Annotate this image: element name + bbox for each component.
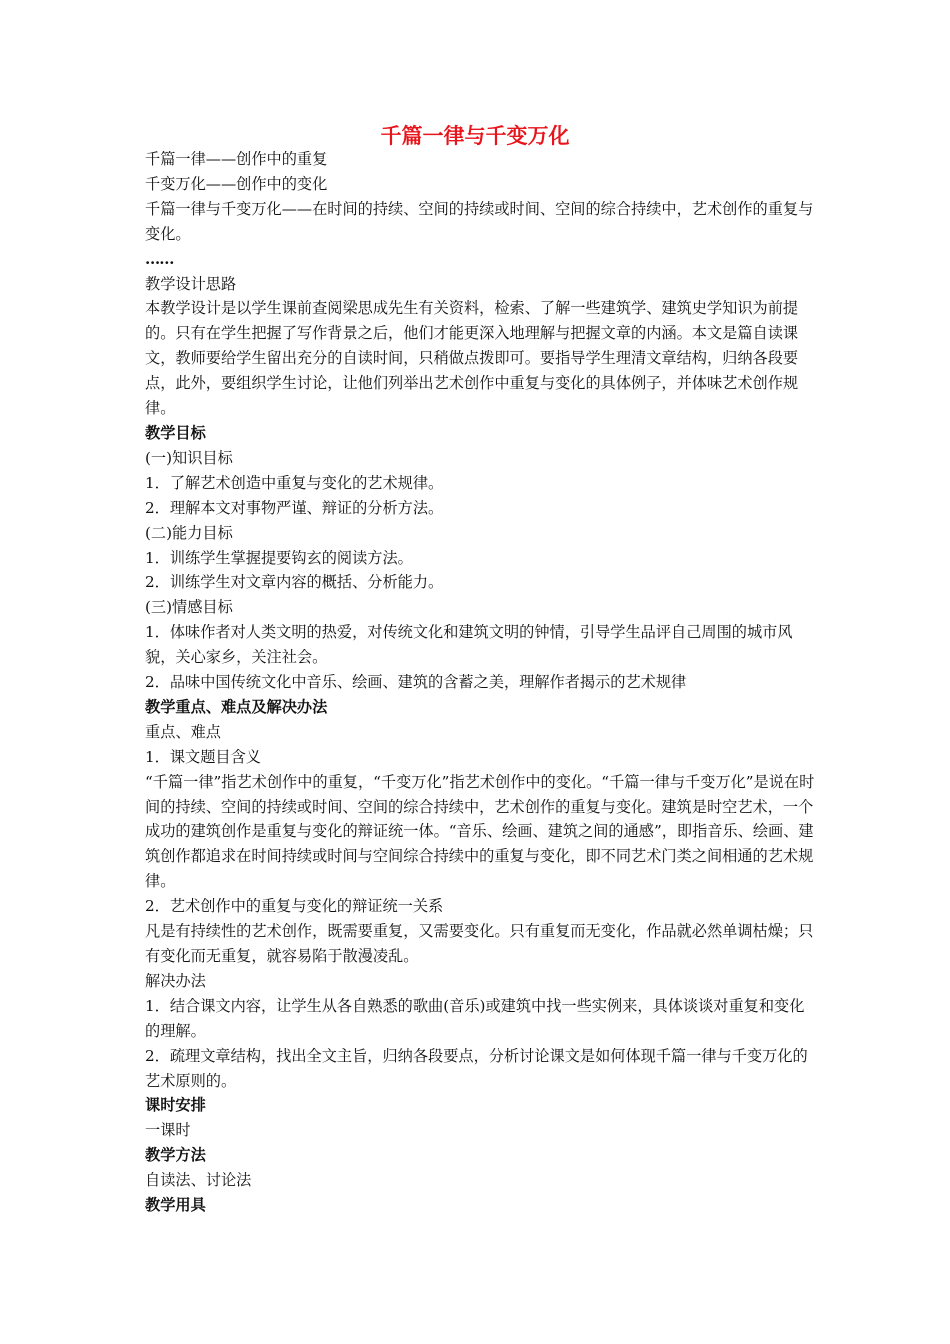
body-paragraph: 2．艺术创作中的重复与变化的辩证统一关系: [145, 897, 444, 916]
section-heading: 教学重点、难点及解决办法: [145, 697, 328, 716]
body-paragraph: 1．课文题目含义: [145, 747, 261, 766]
document-title: 千篇一律与千变万化: [380, 124, 570, 148]
body-paragraph: 千篇一律——创作中的重复: [145, 150, 328, 168]
body-paragraph: 一课时: [145, 1121, 191, 1140]
body-paragraph: 2．品味中国传统文化中音乐、绘画、建筑的含蓄之美，理解作者揭示的艺术规律: [145, 673, 687, 692]
body-paragraph: 教学设计思路: [145, 274, 237, 293]
body-paragraph: 解决办法: [145, 971, 206, 990]
body-paragraph: 2．训练学生对文章内容的概括、分析能力。: [145, 573, 444, 592]
ellipsis-line: ……: [145, 249, 174, 268]
body-paragraph: (一)知识目标: [145, 448, 233, 467]
section-heading: 教学目标: [145, 423, 206, 442]
body-paragraph: 千变万化——创作中的变化: [145, 174, 328, 193]
body-paragraph: 1．训练学生掌握提要钩玄的阅读方法。: [145, 548, 413, 567]
body-paragraph: 千篇一律与千变万化——在时间的持续、空间的持续或时间、空间的综合持续中，艺术创作的重复与变化。: [145, 199, 814, 243]
section-heading: 课时安排: [145, 1096, 206, 1115]
body-paragraph: 1．结合课文内容，让学生从各自熟悉的歌曲(音乐)或建筑中找一些实例来，具体谈谈对重复和变化的理解。: [145, 996, 805, 1040]
body-paragraph: 本教学设计是以学生课前查阅梁思成先生有关资料，检索、了解一些建筑学、建筑史学知识为前提的。只有在学生把握了写作背景之后，他们才能更深入地理解与把握文章的内涵。本文是篇自读课文，教师要给学生留出充分的自读时间，只稍做点拨即可。要指导学生理清文章结构，归纳各段要点，此外，要组织学生讨论，让他们列举出艺术创作中重复与变化的具体例子，并体味艺术创作规律。: [145, 299, 799, 418]
body-paragraph: 自读法、讨论法: [145, 1171, 252, 1190]
body-paragraph: 重点、难点: [145, 722, 221, 741]
body-paragraph: 1．了解艺术创造中重复与变化的艺术规律。: [145, 473, 444, 492]
section-heading: 教学用具: [145, 1196, 206, 1215]
body-paragraph: (三)情感目标: [145, 598, 233, 617]
section-heading: 教学方法: [145, 1146, 206, 1165]
body-paragraph: 1．体味作者对人类文明的热爱，对传统文化和建筑文明的钟情，引导学生品评自己周围的城市风貌，关心家乡，关注社会。: [145, 623, 793, 667]
body-paragraph: “千篇一律”指艺术创作中的重复，“千变万化”指艺术创作中的变化。“千篇一律与千变万化”是说在时间的持续、空间的持续或时间、空间的综合持续中，艺术创作的重复与变化。建筑是时空艺术，一个成功的建筑创作是重复与变化的辩证统一体。“音乐、绘画、建筑之间的通感”，即指音乐、绘画、建筑创作都追求在时间持续或时间与空间综合持续中的重复与变化，即不同艺术门类之间相通的艺术规律。: [145, 772, 815, 891]
document-body: [145, 147, 815, 1218]
body-paragraph: 凡是有持续性的艺术创作，既需要重复，又需要变化。只有重复而无变化，作品就必然单调枯燥；只有变化而无重复，就容易陷于散漫凌乱。: [145, 922, 814, 965]
body-paragraph: 2．疏理文章结构，找出全文主旨，归纳各段要点，分析讨论课文是如何体现千篇一律与千变万化的艺术原则的。: [145, 1046, 808, 1090]
body-paragraph: (二)能力目标: [145, 523, 233, 542]
body-paragraph: 2．理解本文对事物严谨、辩证的分析方法。: [145, 498, 444, 517]
